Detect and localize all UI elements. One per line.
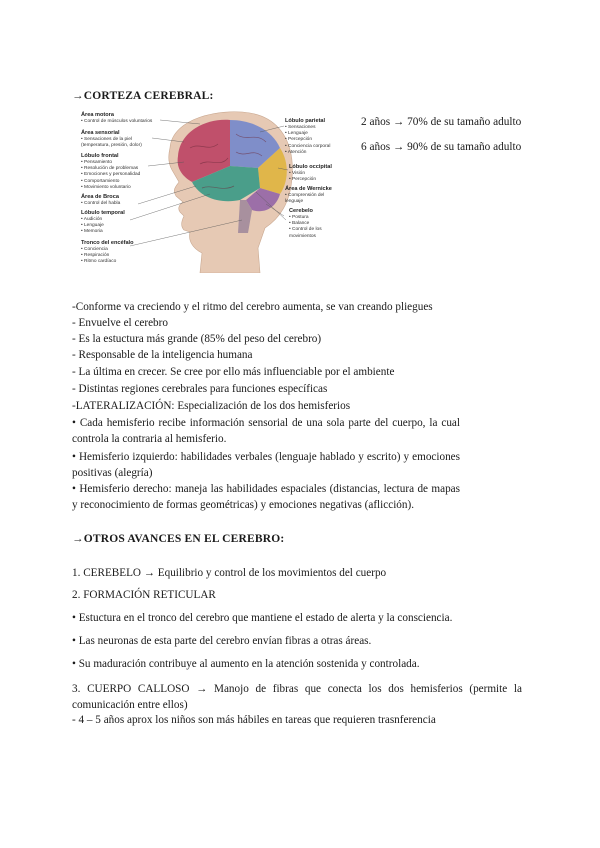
item-cerebelo: 1. CEREBELO → Equilibrio y control de los movimientos del cuerpo bbox=[72, 567, 387, 579]
label-lobulo-occipital: Lóbulo occipital • Visión • Percepción bbox=[289, 164, 332, 183]
item-cuerpo-calloso: 3. CUERPO CALLOSO → Manojo de fibras que conecta los dos hemisferios (permite la comunicación entre ellos) bbox=[72, 683, 522, 711]
text-line: - Distintas regiones cerebrales para funciones específicas bbox=[72, 383, 328, 395]
text-line: - Es la estuctura más grande (85% del peso del cerebro) bbox=[72, 333, 322, 345]
item-formacion-reticular: 2. FORMACIÓN RETICULAR bbox=[72, 589, 216, 601]
label-lobulo-parietal: Lóbulo parietal • Sensaciones • Lenguaje • Percepción • Conciencia corporal • Atención bbox=[285, 118, 330, 156]
label-area-motora: Área motora • Control de músculos voluntarios bbox=[81, 112, 152, 125]
label-area-wernicke: Área de Wernicke • Comprensión del lenguaje bbox=[285, 186, 335, 205]
bullet-hemisferio-izquierdo: • Hemisferio izquierdo: habilidades verbales (lenguaje hablado y escrito) y emociones positivas (alegría) bbox=[72, 451, 460, 479]
bullet-hemisferio-derecho: • Hemisferio derecho: maneja las habilidades espaciales (distancias, lectura de mapas y reconocimiento de formas geométricas) y emociones negativas (aflicción). bbox=[72, 483, 460, 511]
bullet-reticular: • Su maduración contribuye al aumento en la atención sostenida y controlada. bbox=[72, 658, 420, 670]
label-area-sensorial: Área sensorial • Sensaciones de la piel (temperatura, presión, dolor) bbox=[81, 130, 153, 149]
brain-diagram-figure bbox=[80, 108, 340, 273]
label-lobulo-frontal: Lóbulo frontal • Pensamiento • Resolución de problemas • Emociones y personalidad • Comportamiento • Movimiento voluntario bbox=[81, 153, 140, 191]
section-heading-otros-avances: →OTROS AVANCES EN EL CEREBRO: bbox=[72, 533, 285, 545]
text-line-lateralizacion: -LATERALIZACIÓN: Especialización de los dos hemisferios bbox=[72, 400, 351, 412]
label-cerebelo: Cerebelo • Postura • Balance • Control de los movimientos bbox=[289, 208, 339, 240]
label-area-broca: Área de Broca • Control del habla bbox=[81, 194, 120, 207]
note-cuerpo-calloso: - 4 – 5 años aprox los niños son más hábiles en tareas que requieren trasnferencia bbox=[72, 714, 436, 726]
section-heading-corteza: →CORTEZA CEREBRAL: bbox=[72, 90, 214, 102]
label-tronco-encefalo: Tronco del encéfalo • Conciencia • Respiración • Ritmo cardíaco bbox=[81, 240, 134, 266]
bullet-hemisferio-sensorial: • Cada hemisferio recibe información sensorial de una sola parte del cuerpo, la cual controla la contraria al hemisferio. bbox=[72, 417, 460, 445]
text-line: - Envuelve el cerebro bbox=[72, 317, 168, 329]
growth-stat-2-years: 2 años → 70% de su tamaño adulto bbox=[361, 116, 522, 128]
bullet-reticular: • Las neuronas de esta parte del cerebro envían fibras a otras áreas. bbox=[72, 635, 372, 647]
text-line: - Responsable de la inteligencia humana bbox=[72, 349, 253, 361]
text-line: -Conforme va creciendo y el ritmo del cerebro aumenta, se van creando pliegues bbox=[72, 301, 433, 313]
label-lobulo-temporal: Lóbulo temporal • Audición • Lenguaje • Memoria bbox=[81, 210, 125, 236]
bullet-reticular: • Estuctura en el tronco del cerebro que mantiene el estado de alerta y la consciencia. bbox=[72, 612, 453, 624]
growth-stat-6-years: 6 años → 90% de su tamaño adulto bbox=[361, 141, 522, 153]
text-line: - La última en crecer. Se cree por ello más influenciable por el ambiente bbox=[72, 366, 395, 378]
